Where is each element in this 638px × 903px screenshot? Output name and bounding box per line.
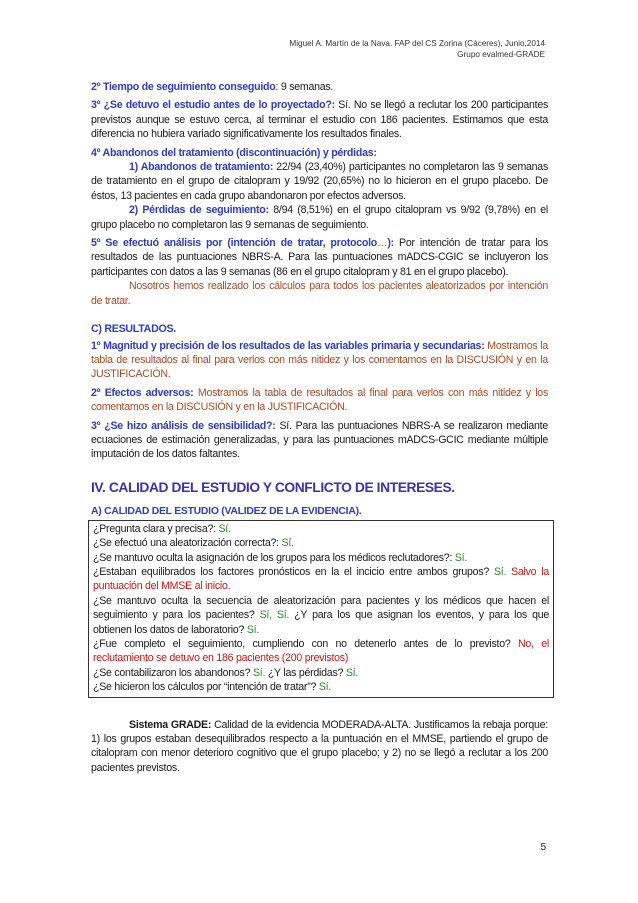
sensitivity-text: Sí. Para las puntuaciones NBRS-A se realizaron mediante ecuaciones de estimación generalizadas, y para las puntuaciones mADCS-GCIC mediante múltiple imputación de los datos faltantes.	[91, 419, 548, 461]
adverse-effects-label: 2º Efectos adversos:	[91, 386, 194, 399]
checklist-answer: No, el reclutamiento se detuvo en 186 pacientes (200 previstos)	[93, 638, 549, 665]
checklist-item	[93, 680, 549, 694]
grade-paragraph	[91, 718, 548, 776]
dropouts-heading	[91, 146, 548, 160]
checklist-item	[93, 594, 549, 637]
magnitude-label: 1º Magnitud y precisión de los resultados de las variables primaria y secundarias:	[91, 339, 485, 352]
checklist-answer: Sí.	[252, 666, 266, 679]
checklist-question: ¿Se mantuvo oculta la secuencia de aleatorización para pacientes y los médicos que hacen el seguimiento y para los pacientes?	[93, 594, 549, 622]
checklist-answer: Sí.	[493, 565, 507, 578]
header-author-line: Miguel A. Martín de la Nava. FAP del CS Zorina (Cáceres), Junio,2014	[289, 39, 545, 48]
sensitivity-paragraph	[91, 419, 548, 462]
checklist-question: ¿Y para los que asignan los eventos, y para los que obtienen los datos de laboratorio?	[93, 609, 549, 636]
checklist-question: ¿Estaban equilibrados los factores pronósticos en la el incicio entre ambos grupos?	[93, 565, 494, 578]
study-stopped-paragraph	[91, 98, 548, 141]
follow-up-losses-label: 2) Pérdidas de seguimiento:	[129, 204, 269, 217]
itt-note-paragraph: Nosotros hemos realizado los cálculos para todos los pacientes aleatorizados por intención de tratar.	[91, 280, 548, 307]
running-header	[289, 38, 545, 60]
itt-analysis-paragraph	[91, 236, 548, 279]
treatment-dropouts-text: 22/94 (23,40%) participantes no completaron las 9 semanas de tratamiento en el grupo de citalopram y 19/92 (20,65%) no lo hicieron en el grupo placebo. De éstos, 13 pacientes en cada grupo abandonaron por efectos adversos.	[91, 161, 548, 202]
document-body	[91, 80, 548, 775]
checklist-question: ¿Y las pérdidas?	[265, 666, 346, 679]
treatment-dropouts-label: 1) Abandonos de tratamiento:	[129, 161, 274, 174]
quality-subheading: A) CALIDAD DEL ESTUDIO (VALIDEZ DE LA EVIDENCIA).	[91, 505, 362, 517]
checklist-item	[93, 637, 549, 666]
itt-analysis-label: 5º Se efectuó análisis por (intención de tratar, protocolo	[91, 237, 377, 250]
checklist-answer: Sí.	[345, 666, 359, 679]
checklist-item	[93, 536, 549, 550]
itt-analysis-text: Por intención de tratar para los resultados de las puntuaciones NBRS-A. Para las puntuaciones mADCS-CGIC se incluyeron los participantes con datos a las 9 semanas (86 en el grupo citalopram y 81 en el grupo placebo).	[91, 237, 548, 278]
follow-up-losses-text: 8/94 (8,51%) en el grupo citalopram vs 9/92 (9,78%) en el grupo placebo no completaron las 9 semanas de seguimiento.	[91, 204, 548, 231]
checklist-answer: Sí.	[454, 551, 468, 564]
follow-up-losses-paragraph	[91, 203, 548, 232]
checklist-answer: Sí, Sí.	[259, 609, 290, 622]
checklist-item	[93, 551, 549, 565]
magnitude-text: Mostramos la tabla de resultados al final para verlos con más nitidez y los comentamos en la DISCUSIÓN y en la JUSTIFICACIÓN.	[91, 339, 548, 381]
dropouts-label: 4º Abandonos del tratamiento (discontinuación) y pérdidas:	[91, 146, 377, 159]
follow-up-time-text: : 9 semanas.	[275, 81, 334, 93]
checklist-item	[93, 565, 549, 594]
checklist-question: ¿Fue completo el seguimiento, cumpliendo con no detenerlo antes de lo previsto?	[93, 638, 519, 650]
sensitivity-label: 3º ¿Se hizo análisis de sensibilidad?:	[91, 419, 276, 432]
study-stopped-label: 3º ¿Se detuvo el estudio antes de lo proyectado?:	[91, 99, 335, 112]
checklist-question: ¿Se mantuvo oculta la asignación de los grupos para los médicos reclutadores?:	[93, 551, 455, 564]
checklist-answer: Sí.	[218, 522, 231, 535]
checklist-question: ¿Pregunta clara y precisa?:	[93, 522, 219, 535]
checklist-note: Salvo la puntuación del MMSE al inicio.	[93, 565, 549, 593]
grade-label: Sistema GRADE:	[129, 718, 212, 731]
checklist-answer: Sí.	[246, 623, 260, 636]
checklist-question: ¿Se efectuó una aleatorización correcta?:	[93, 537, 282, 550]
itt-ellipsis: …	[377, 237, 388, 250]
checklist-question: ¿Se hicieron los cálculos por “intención de tratar”?	[93, 681, 319, 694]
magnitude-paragraph	[91, 339, 548, 382]
quality-section-heading: IV. CALIDAD DEL ESTUDIO Y CONFLICTO DE INTERESES.	[91, 479, 455, 495]
study-stopped-text: Sí. No se llegó a reclutar los 200 participantes previstos aunque se estuvo cerca, al terminar el estudio con 186 pacientes. Estimamos que esta diferencia no hubiera variado significativamente los resultados finales.	[91, 99, 549, 141]
checklist-answer: Sí.	[281, 537, 294, 550]
itt-label-end: ):	[387, 237, 394, 250]
adverse-effects-text: Mostramos la tabla de resultados al final para verlos con más nitidez y los comentamos en la DISCUSIÓN y en la JUSTIFICACIÓN.	[91, 386, 548, 414]
results-heading: C) RESULTADOS.	[91, 323, 176, 336]
grade-text: Calidad de la evidencia MODERADA-ALTA. Justificamos la rebaja porque: 1) los grupos estaban desequilibrados respecto a la puntuación en el MMSE, partiendo el grupo de citalopram con menor deterioro cognitivo que el grupo placebo; y 2) no se llegó a reclutar a los 200 pacientes previstos.	[91, 718, 548, 774]
follow-up-time-paragraph	[91, 80, 548, 94]
quality-checklist-box	[88, 520, 554, 698]
checklist-answer: Sí.	[318, 681, 332, 694]
checklist-item	[93, 522, 549, 536]
header-group-line: Grupo evalmed-GRADE	[457, 50, 545, 59]
adverse-effects-paragraph	[91, 386, 548, 415]
follow-up-time-label: 2º Tiempo de seguimiento conseguido	[91, 81, 276, 93]
checklist-question: ¿Se contabilizaron los abandonos?	[93, 666, 253, 679]
checklist-item	[93, 666, 549, 680]
treatment-dropouts-paragraph	[91, 160, 548, 203]
page-number: 5	[540, 842, 546, 853]
